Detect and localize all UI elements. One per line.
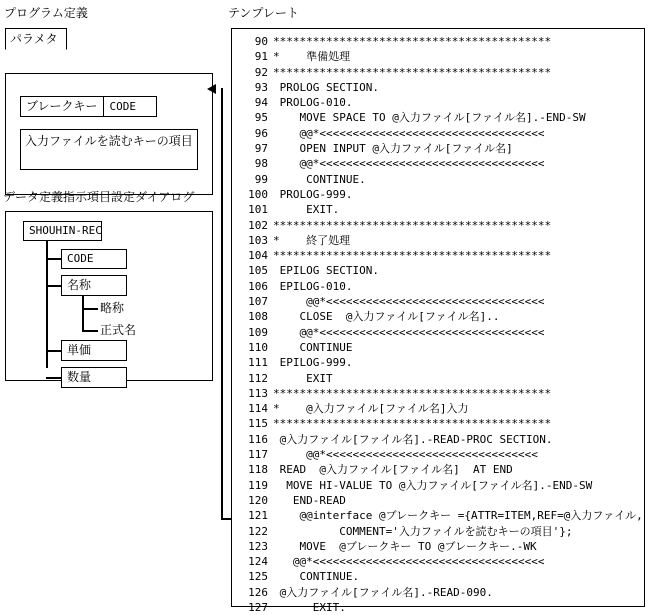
code-line-source: CONTINUE	[273, 340, 353, 354]
code-line[interactable]	[238, 172, 643, 187]
tree-node-root[interactable]: SHOUHIN-REC	[23, 221, 102, 241]
code-line-number: 124	[248, 555, 268, 569]
code-line[interactable]	[238, 141, 643, 156]
code-line-source: @入力ファイル[ファイル名].-READ-PROC SECTION.	[273, 432, 553, 446]
code-line[interactable]	[238, 447, 643, 462]
code-line-number: 126	[248, 585, 268, 599]
code-line-source: MOVE @ブレークキー TO @ブレークキー.-WK	[273, 539, 537, 553]
code-line-number: 98	[254, 157, 268, 171]
code-line-source: @@interface @ブレークキー ={ATTR=ITEM,REF=@入力ファイル,	[273, 509, 643, 523]
code-line[interactable]	[238, 355, 643, 370]
code-line-source: * 終了処理	[273, 233, 351, 247]
code-line-number: 104	[248, 249, 268, 263]
break-key-label: ブレークキー	[21, 97, 104, 116]
code-line-number: 97	[254, 142, 268, 156]
template-code-frame[interactable]	[231, 28, 645, 614]
code-line-source: EXIT	[273, 371, 333, 385]
code-line[interactable]	[238, 294, 643, 309]
code-line-number: 123	[248, 539, 268, 553]
code-line-source: READ @入力ファイル[ファイル名] AT END	[273, 463, 513, 477]
code-line[interactable]	[238, 263, 643, 278]
code-line-source: EPILOG SECTION.	[273, 264, 379, 278]
code-line-source: @@*<<<<<<<<<<<<<<<<<<<<<<<<<<<<<<<<<<	[273, 126, 545, 140]
break-key-field-row[interactable]	[20, 96, 157, 117]
code-line-source: EXIT.	[273, 203, 340, 217]
code-line-source: EPILOG-010.	[273, 279, 353, 293]
tree-node-code[interactable]: CODE	[61, 249, 127, 269]
code-line-number: 115	[248, 417, 268, 431]
code-line-number: 111	[248, 356, 268, 370]
code-line-number: 112	[248, 371, 268, 385]
code-line-source: MOVE HI-VALUE TO @入力ファイル[ファイル名].-END-SW	[273, 478, 593, 492]
code-line-list	[238, 34, 643, 615]
code-line-source: @@*<<<<<<<<<<<<<<<<<<<<<<<<<<<<<<<<<<	[273, 157, 545, 171]
code-line-source: @@*<<<<<<<<<<<<<<<<<<<<<<<<<<<<<<<<	[273, 448, 538, 462]
code-line[interactable]	[238, 279, 643, 294]
code-line-source: ******************************************	[273, 35, 552, 48]
code-line[interactable]	[238, 508, 643, 523]
code-line-number: 102	[248, 218, 268, 232]
code-line[interactable]	[238, 554, 643, 569]
code-line[interactable]	[238, 325, 643, 340]
code-line-number: 118	[248, 463, 268, 477]
code-line-source: @@*<<<<<<<<<<<<<<<<<<<<<<<<<<<<<<<<<<	[273, 325, 545, 339]
code-line[interactable]	[238, 187, 643, 202]
code-line-number: 109	[248, 325, 268, 339]
code-line[interactable]	[238, 386, 643, 401]
code-line-number: 125	[248, 570, 268, 584]
parameter-panel-body	[5, 73, 213, 195]
code-line-source: CONTINUE.	[273, 570, 360, 584]
code-line[interactable]	[238, 95, 643, 110]
code-line-source: @@*<<<<<<<<<<<<<<<<<<<<<<<<<<<<<<<<<<<	[273, 555, 545, 569]
code-line-source: PROLOG SECTION.	[273, 80, 379, 94]
code-line-number: 103	[248, 233, 268, 247]
code-line-number: 100	[248, 187, 268, 201]
code-line-source: @@*<<<<<<<<<<<<<<<<<<<<<<<<<<<<<<<<<	[273, 295, 545, 309]
code-line-number: 119	[248, 478, 268, 492]
code-line[interactable]	[238, 49, 643, 64]
code-line-number: 95	[254, 111, 268, 125]
code-line[interactable]	[238, 126, 643, 141]
code-line-source: ******************************************	[273, 249, 552, 263]
left-arrow-icon	[207, 84, 216, 94]
data-dialog-caption: データ定義指示項目設定ダイアログ	[3, 190, 195, 204]
key-item-comment-box[interactable]: 入力ファイルを読むキーの項目	[20, 129, 198, 170]
code-line-number: 122	[248, 524, 268, 538]
code-line-source: EXIT.	[273, 600, 346, 614]
tree-node-meisho[interactable]: 名称	[61, 275, 127, 296]
code-line-source: OPEN INPUT @入力ファイル[ファイル名]	[273, 142, 513, 156]
code-line[interactable]	[238, 478, 643, 493]
code-line-number: 127	[248, 600, 268, 614]
code-line-number: 94	[254, 96, 268, 110]
code-line-number: 121	[248, 509, 268, 523]
code-line[interactable]	[238, 371, 643, 386]
code-line[interactable]	[238, 340, 643, 355]
code-line-number: 117	[248, 448, 268, 462]
code-line-source: ******************************************	[273, 65, 552, 79]
code-line[interactable]	[238, 600, 643, 615]
template-caption: テンプレート	[228, 6, 299, 20]
code-line-source: @入力ファイル[ファイル名].-READ-090.	[273, 585, 493, 599]
code-line[interactable]	[238, 585, 643, 600]
code-line[interactable]	[238, 202, 643, 217]
tree-connector-tanka	[46, 350, 62, 352]
code-line[interactable]	[238, 218, 643, 233]
code-line-source: MOVE SPACE TO @入力ファイル[ファイル名].-END-SW	[273, 111, 586, 125]
break-key-value: CODE	[109, 100, 137, 113]
code-line-number: 108	[248, 310, 268, 324]
code-line-source: ******************************************	[273, 386, 552, 400]
tree-connector-ryakusho	[82, 308, 98, 310]
code-line-number: 113	[248, 386, 268, 400]
code-line-source: END-READ	[273, 493, 346, 507]
code-line[interactable]	[238, 80, 643, 95]
code-line-source: * @入力ファイル[ファイル名]入力	[273, 402, 469, 416]
connector-vertical-line	[221, 88, 223, 520]
code-line-number: 106	[248, 279, 268, 293]
code-line-number: 90	[254, 35, 268, 48]
code-line-source: ******************************************	[273, 417, 552, 431]
code-line-source: PROLOG-010.	[273, 96, 353, 110]
code-line[interactable]	[238, 539, 643, 554]
code-line[interactable]	[238, 432, 643, 447]
code-line-number: 99	[254, 172, 268, 186]
code-line-number: 92	[254, 65, 268, 79]
tree-node-seishikimei[interactable]: 正式名	[100, 323, 137, 337]
code-line-number: 101	[248, 203, 268, 217]
parameter-tab-strip	[0, 28, 225, 52]
code-line-number: 110	[248, 340, 268, 354]
code-line[interactable]	[238, 110, 643, 125]
code-line[interactable]	[238, 65, 643, 80]
code-line[interactable]	[238, 309, 643, 324]
code-line[interactable]	[238, 569, 643, 584]
data-item-tree	[5, 211, 213, 384]
code-line-number: 120	[248, 493, 268, 507]
code-line-number: 116	[248, 432, 268, 446]
tree-node-tanka[interactable]: 単価	[61, 340, 127, 361]
code-line-number: 96	[254, 126, 268, 140]
code-line-source: COMMENT='入力ファイルを読むキーの項目'};	[273, 524, 573, 538]
code-line-source: EPILOG-999.	[273, 356, 353, 370]
tree-node-suryo[interactable]: 数量	[61, 367, 127, 388]
code-line-number: 105	[248, 264, 268, 278]
code-line[interactable]	[238, 34, 643, 49]
tree-node-ryakusho[interactable]: 略称	[100, 301, 125, 315]
tree-connector-suryo	[46, 377, 62, 379]
code-line-source: ******************************************	[273, 218, 552, 232]
code-line[interactable]	[238, 462, 643, 477]
code-line[interactable]	[238, 233, 643, 248]
tab-parameter[interactable]: パラメタ	[5, 28, 67, 50]
tree-trunk-line	[46, 241, 48, 368]
program-definition-caption: プログラム定義	[4, 6, 88, 20]
code-line[interactable]	[238, 416, 643, 431]
code-line[interactable]	[238, 248, 643, 263]
code-line-source: CONTINUE.	[273, 172, 366, 186]
code-line[interactable]	[238, 524, 643, 539]
code-line-source: CLOSE @入力ファイル[ファイル名]..	[273, 310, 500, 324]
code-line[interactable]	[238, 401, 643, 416]
code-line-number: 91	[254, 50, 268, 64]
tree-connector-meisho	[46, 285, 62, 287]
program-definition-panel	[0, 0, 225, 146]
code-line-source: PROLOG-999.	[273, 187, 353, 201]
tree-connector-seishikimei	[82, 330, 98, 332]
code-line-number: 114	[248, 402, 268, 416]
code-line-source: * 準備処理	[273, 50, 351, 64]
code-line[interactable]	[238, 493, 643, 508]
code-line-number: 107	[248, 295, 268, 309]
code-line[interactable]	[238, 156, 643, 171]
code-line-number: 93	[254, 80, 268, 94]
tree-connector-code	[46, 258, 62, 260]
tree-subtrunk-line	[82, 296, 84, 332]
